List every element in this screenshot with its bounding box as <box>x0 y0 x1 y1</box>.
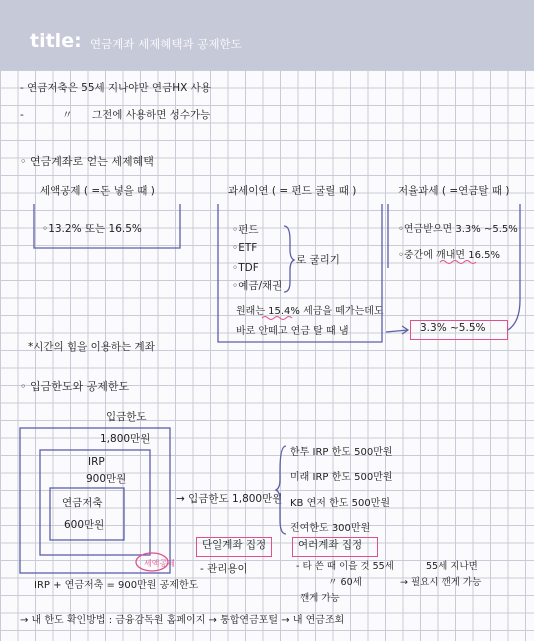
tax-credit-bracket <box>34 204 180 248</box>
tax-credit-stamp: 세액공제 <box>144 559 175 568</box>
low-tax-item-1: ◦연금받으면 3.3% ~5.5% <box>398 224 518 235</box>
footnote: *시간의 힘을 이용하는 계좌 <box>28 341 155 353</box>
single-account-tag: 단일계좌 집정 <box>202 539 267 551</box>
bottom-note: → 내 한도 확인방법 : 금융감독원 홈페이지 → 통합연금포털 → 내 연금조회 <box>20 615 345 626</box>
limits-brace <box>276 446 286 534</box>
limit-item-2: 미래 IRP 한도 500만원 <box>290 472 393 483</box>
multi-account-tag: 여러계좌 집정 <box>298 539 363 551</box>
title-keyword: title: <box>30 30 82 52</box>
tax-credit-rate: ◦13.2% 또는 16.5% <box>42 223 142 235</box>
section1-heading: ◦ 연금계좌로 얻는 세제혜택 <box>20 155 154 168</box>
pension-savings-label: 연금저축 <box>62 497 103 509</box>
limit-item-1: 한투 IRP 한도 500만원 <box>290 447 393 458</box>
low-tax-item-2: ◦중간에 깨내면 16.5% <box>398 250 500 261</box>
result-rate: 3.3% ~5.5% <box>420 322 486 334</box>
inner-square <box>50 488 124 540</box>
irp-value: 900만원 <box>86 473 127 485</box>
underline-16-5 <box>440 261 476 264</box>
side-note-1: 55세 지나면 <box>426 561 478 572</box>
intro-dash: - <box>20 109 24 121</box>
intro-line-1: - 연금저축은 55세 지나야만 연금HX 사용 <box>20 82 211 94</box>
deposit-limit-value: 1,800만원 <box>100 433 151 445</box>
deposit-arrow-text: → 입금한도 1,800만원 <box>176 493 283 505</box>
stamp-circle <box>136 553 168 571</box>
pension-savings-value: 600만원 <box>64 519 105 531</box>
intro-ditto: 〃 <box>62 109 73 121</box>
irp-label: IRP <box>88 456 105 468</box>
deposit-limit-label: 입금한도 <box>106 411 147 423</box>
deferral-item-deposit: ◦예금/채권 <box>232 280 283 292</box>
underline-15-4 <box>262 317 292 320</box>
formula: IRP + 연금저축 = 900만원 공제한도 <box>34 580 199 591</box>
section2-heading: ◦ 입금한도와 공제한도 <box>20 380 130 393</box>
deferral-note-1: 원래는 15.4% 세금을 떼가는데도 <box>236 306 384 317</box>
multi-account-item-3: 깬게 가능 <box>300 593 340 604</box>
page-title: 연금계좌 세제혜택과 공제한도 <box>90 37 242 51</box>
intro-line-2: 그전에 사용하면 성수가능 <box>92 109 211 121</box>
deferral-note-2: 바로 안떼고 연금 탈 때 냄 <box>236 326 349 337</box>
single-account-item: - 관리용이 <box>200 563 248 575</box>
deferral-item-fund: ◦펀드 <box>232 224 259 236</box>
items-brace <box>284 226 294 292</box>
limit-item-4: 진여한도 300만원 <box>290 523 371 534</box>
limit-item-3: KB 연저 한도 500만원 <box>290 498 391 509</box>
deferral-item-tdf: ◦TDF <box>232 262 259 274</box>
deferral-bracket-label: 로 굴리기 <box>296 254 340 266</box>
low-tax-title: 저율과세 ( =연금탈 때 ) <box>398 185 510 197</box>
deferral-bracket <box>218 204 382 342</box>
multi-account-item-2: 〃 60세 <box>328 577 362 588</box>
tax-credit-title: 세액공제 ( =돈 넣을 때 ) <box>40 185 155 197</box>
deferral-item-etf: ◦ETF <box>232 242 258 254</box>
middle-square <box>40 450 150 555</box>
low-tax-bracket <box>388 204 520 330</box>
deferral-title: 과세이연 ( = 펀드 굴릴 때 ) <box>228 185 357 197</box>
multi-account-item-1: - 타 쓴 때 이을 것 55세 <box>296 561 394 572</box>
side-note-2: → 필요시 깬게 가능 <box>400 577 482 588</box>
